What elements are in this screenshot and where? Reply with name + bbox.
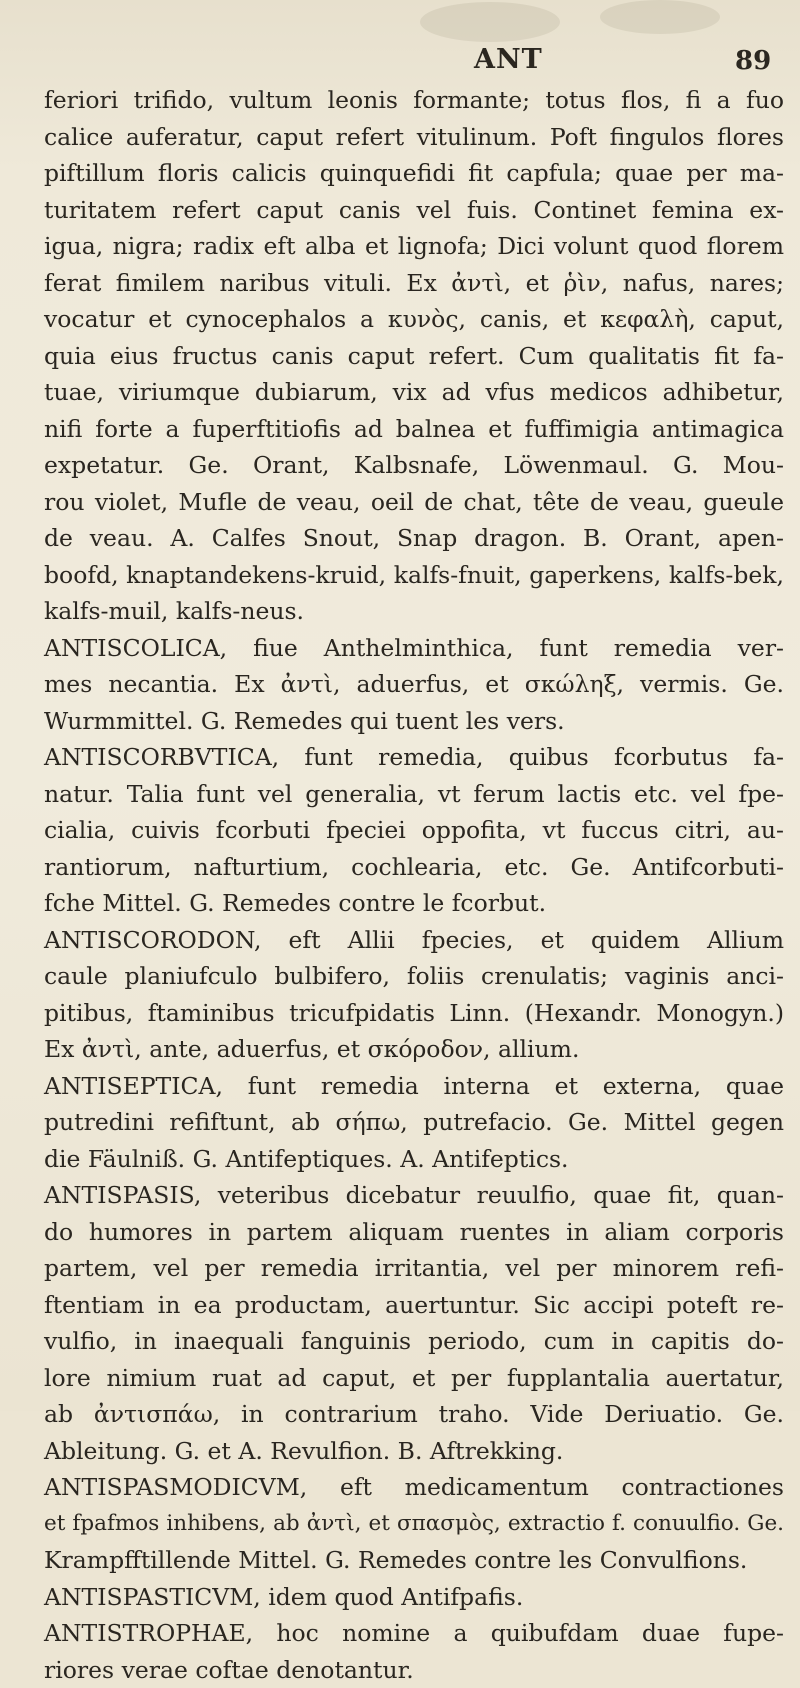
text-line: kalfs-muil, kalfs-neus.: [44, 593, 784, 630]
text-line: boofd, knaptandekens-kruid, kalfs-fnuit, gaperkens, kalfs-bek,: [44, 557, 784, 594]
text-line: caule planiufculo bulbifero, foliis crenulatis; vaginis anci-: [44, 958, 784, 995]
text-line: Wurmmittel. G. Remedes qui tuent les vers.: [44, 703, 784, 740]
entry-headword-line: ANTISEPTICA, funt remedia interna et externa, quae: [44, 1068, 784, 1105]
text-line: turitatem refert caput canis vel fuis. Continet femina ex-: [44, 192, 784, 229]
text-line: de veau. A. Calfes Snout, Snap dragon. B. Orant, apen-: [44, 520, 784, 557]
text-line: Ex ἀντὶ, ante, aduerfus, et σκόροδον, allium.: [44, 1031, 784, 1068]
text-line: natur. Talia funt vel generalia, vt ferum lactis etc. vel fpe-: [44, 776, 784, 813]
text-line: vocatur et cynocephalos a κυνὸς, canis, et κεφαλὴ, caput,: [44, 301, 784, 338]
text-line: ab ἀντισπάω, in contrarium traho. Vide Deriuatio. Ge.: [44, 1396, 784, 1433]
dictionary-text: [44, 82, 784, 1688]
text-line: Ableitung. G. et A. Revulfion. B. Aftrekking.: [44, 1433, 784, 1470]
text-line: quia eius fructus canis caput refert. Cum qualitatis fit fa-: [44, 338, 784, 375]
text-line: feriori trifido, vultum leonis formante; totus flos, fi a fuo: [44, 82, 784, 119]
text-line: et fpafmos inhibens, ab ἀντὶ, et σπασμὸς, extractio f. conuulfio. Ge.: [44, 1506, 784, 1543]
text-line: partem, vel per remedia irritantia, vel per minorem refi-: [44, 1250, 784, 1287]
entry-headword-line: ANTISCORBVTICA, funt remedia, quibus fcorbutus fa-: [44, 739, 784, 776]
paper-stain: [420, 2, 560, 42]
entry-headword-line: ANTISCOLICA, fiue Anthelminthica, funt remedia ver-: [44, 630, 784, 667]
entry-headword-line: ANTISPASIS, veteribus dicebatur reuulfio, quae fit, quan-: [44, 1177, 784, 1214]
text-line: Krampfftillende Mittel. G. Remedes contre les Convulfions.: [44, 1542, 784, 1579]
entry-headword-line: ANTISCORODON, eft Allii fpecies, et quidem Allium: [44, 922, 784, 959]
paper-stain: [600, 0, 720, 34]
text-line: lore nimium ruat ad caput, et per fupplantalia auertatur,: [44, 1360, 784, 1397]
text-line: mes necantia. Ex ἀντὶ, aduerfus, et σκώληξ, vermis. Ge.: [44, 666, 784, 703]
text-line: vulfio, in inaequali fanguinis periodo, cum in capitis do-: [44, 1323, 784, 1360]
text-line: igua, nigra; radix eft alba et lignofa; Dici volunt quod florem: [44, 228, 784, 265]
text-line: fche Mittel. G. Remedes contre le fcorbut.: [44, 885, 784, 922]
text-line: ftentiam in ea productam, auertuntur. Sic accipi poteft re-: [44, 1287, 784, 1324]
text-line: pitibus, ftaminibus tricufpidatis Linn. (Hexandr. Monogyn.): [44, 995, 784, 1032]
page-number: 89: [735, 46, 771, 76]
text-line: die Fäulniß. G. Antifeptiques. A. Antifeptics.: [44, 1141, 784, 1178]
text-line: riores verae coftae denotantur.: [44, 1652, 784, 1688]
text-line: calice auferatur, caput refert vitulinum. Poft fingulos flores: [44, 119, 784, 156]
text-line: cialia, cuivis fcorbuti fpeciei oppofita, vt fuccus citri, au-: [44, 812, 784, 849]
page-header: [0, 38, 800, 78]
running-head: ANT: [474, 44, 543, 75]
entry-headword-line: ANTISPASTICVM, idem quod Antifpafis.: [44, 1579, 784, 1616]
text-line: ferat fimilem naribus vituli. Ex ἀντὶ, et ῥὶν, nafus, nares;: [44, 265, 784, 302]
text-line: nifi forte a fuperftitiofis ad balnea et fuffimigia antimagica: [44, 411, 784, 448]
text-line: piftillum floris calicis quinquefidi fit capfula; quae per ma-: [44, 155, 784, 192]
text-line: do humores in partem aliquam ruentes in aliam corporis: [44, 1214, 784, 1251]
text-line: putredini refiftunt, ab σήπω, putrefacio. Ge. Mittel gegen: [44, 1104, 784, 1141]
entry-headword-line: ANTISPASMODICVM, eft medicamentum contractiones: [44, 1469, 784, 1506]
text-line: rou violet, Mufle de veau, oeil de chat, tête de veau, gueule: [44, 484, 784, 521]
text-line: rantiorum, nafturtium, cochlearia, etc. Ge. Antifcorbuti-: [44, 849, 784, 886]
text-line: tuae, viriumque dubiarum, vix ad vfus medicos adhibetur,: [44, 374, 784, 411]
entry-headword-line: ANTISTROPHAE, hoc nomine a quibufdam duae fupe-: [44, 1615, 784, 1652]
text-line: expetatur. Ge. Orant, Kalbsnafe, Löwenmaul. G. Mou-: [44, 447, 784, 484]
